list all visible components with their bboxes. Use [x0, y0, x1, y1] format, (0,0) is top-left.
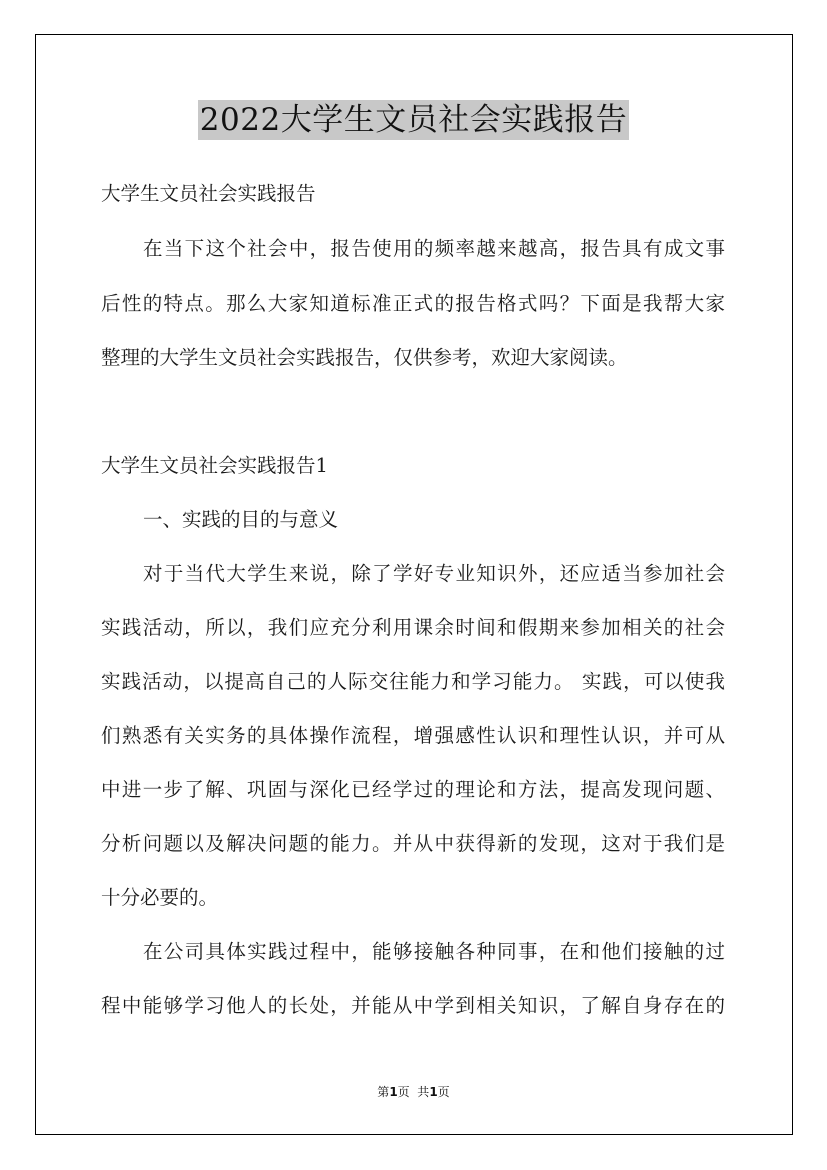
paragraph-line: 分析问题以及解决问题的能力。并从中获得新的发现，这对于我们是: [101, 832, 725, 855]
paragraph-line: 对于当代大学生来说，除了学好专业知识外，还应适当参加社会: [143, 562, 725, 585]
title-block: [0, 100, 827, 140]
paragraph-line: 十分必要的。: [101, 886, 219, 909]
footer-prefix: 第: [377, 1085, 390, 1099]
intro-line: 整理的大学生文员社会实践报告，仅供参考，欢迎大家阅读。: [101, 346, 628, 369]
paragraph-line: 在公司具体实践过程中，能够接触各种同事，在和他们接触的过: [143, 940, 725, 963]
paragraph-line: 们熟悉有关实务的具体操作流程，增强感性认识和理性认识，并可从: [101, 724, 725, 747]
document-title: 2022大学生文员社会实践报告: [199, 102, 628, 138]
section-heading: 大学生文员社会实践报告1: [101, 454, 328, 477]
paragraph-line: 程中能够学习他人的长处，并能从中学到相关知识，了解自身存在的: [101, 994, 725, 1017]
footer-page-total: 1: [429, 1085, 438, 1099]
footer-mid: 页 共: [397, 1085, 430, 1099]
intro-line: 在当下这个社会中，报告使用的频率越来越高，报告具有成文事: [143, 237, 725, 260]
document-subtitle: 大学生文员社会实践报告: [101, 182, 316, 205]
paragraph-line: 实践活动，所以，我们应充分利用课余时间和假期来参加相关的社会: [101, 616, 725, 639]
footer-suffix: 页: [437, 1085, 450, 1099]
page-footer: [0, 1083, 827, 1100]
subsection-heading: 一、实践的目的与意义: [143, 508, 339, 531]
paragraph-line: 中进一步了解、巩固与深化已经学过的理论和方法，提高发现问题、: [101, 778, 725, 801]
paragraph-line: 实践活动，以提高自己的人际交往能力和学习能力。 实践，可以使我: [101, 670, 725, 693]
footer-page-current: 1: [389, 1085, 398, 1099]
intro-line: 后性的特点。那么大家知道标准正式的报告格式吗？下面是我帮大家: [101, 292, 725, 315]
